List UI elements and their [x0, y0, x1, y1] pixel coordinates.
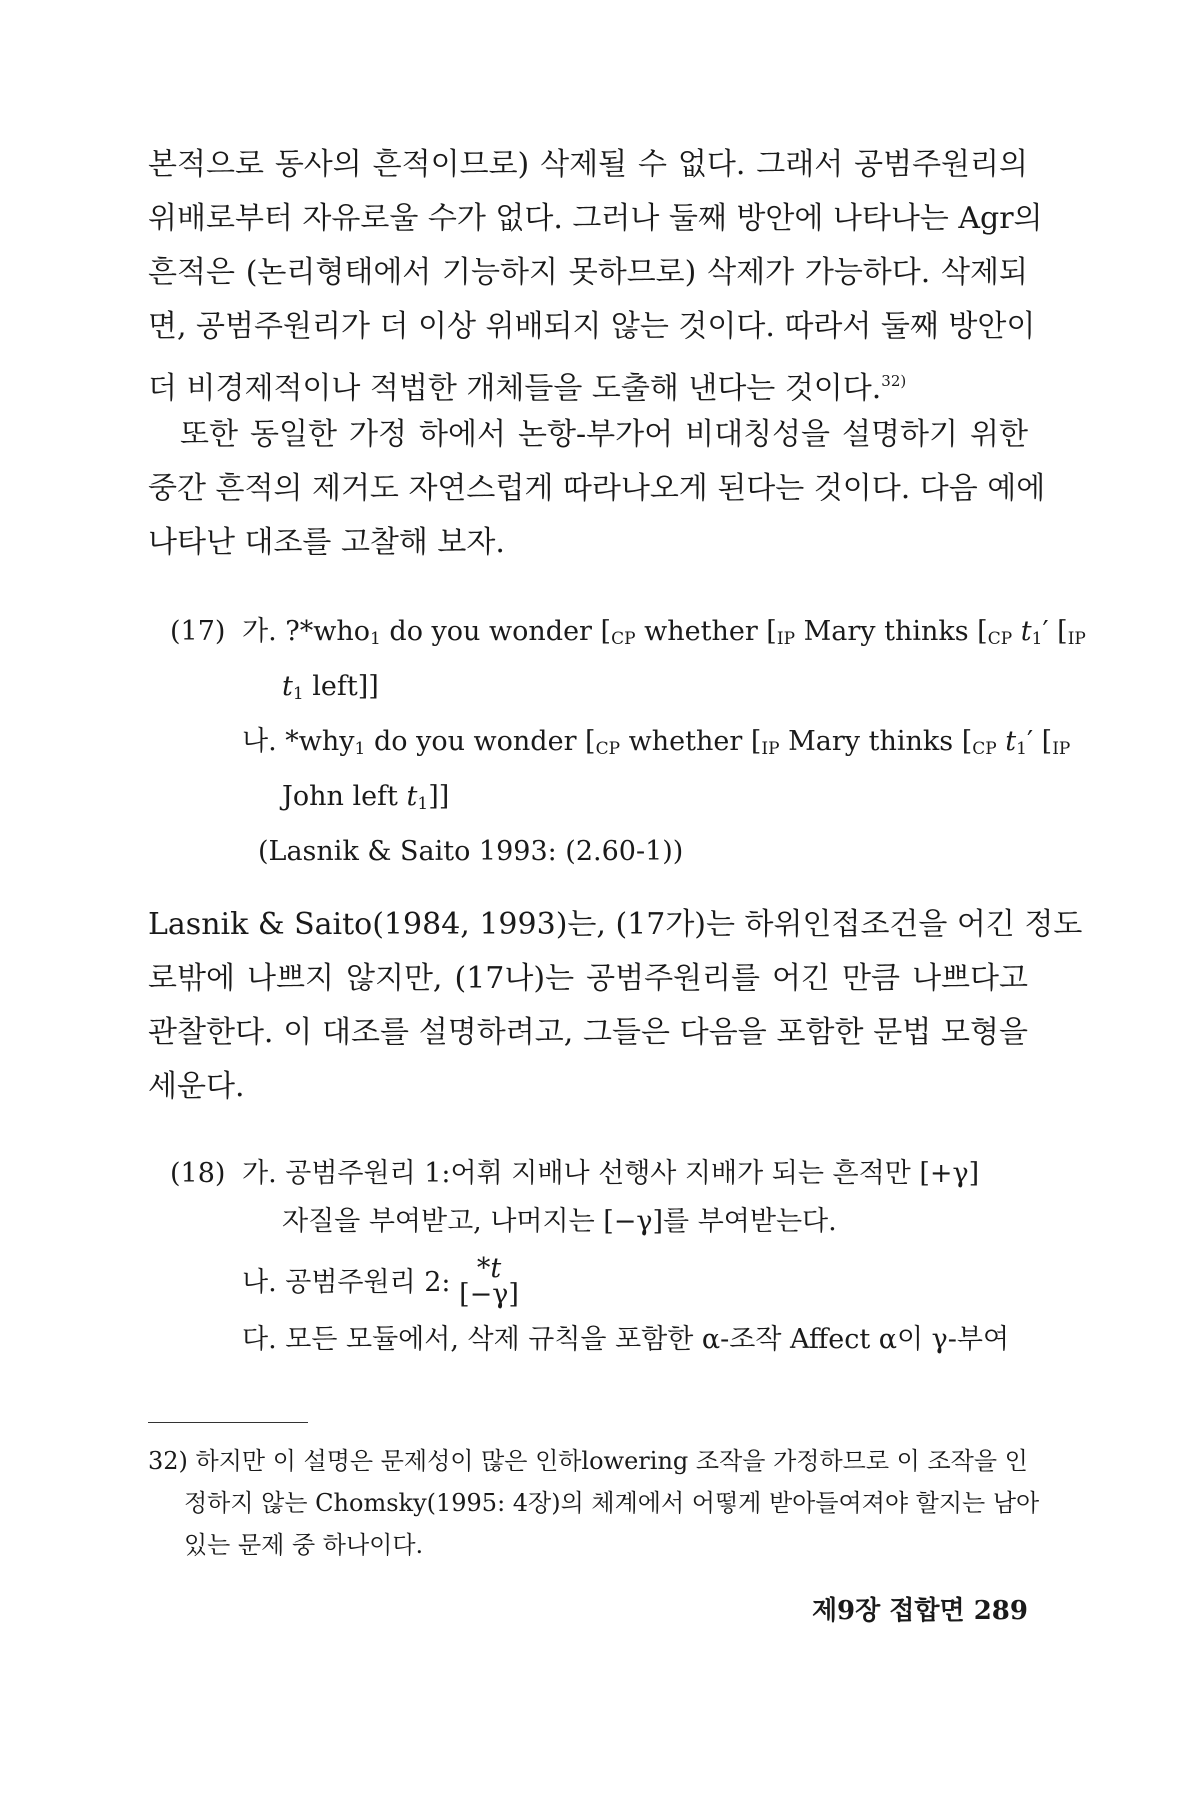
- label-subscript: CP: [595, 739, 621, 759]
- label-subscript: IP: [761, 739, 780, 759]
- example-number: (17): [170, 616, 226, 647]
- footnote-line: 있는 문제 중 하나이다.: [184, 1531, 424, 1559]
- example-17-citation: (Lasnik & Saito 1993: (2.60-1)): [258, 836, 684, 867]
- example-text: 모든 모듈에서, 삭제 규칙을 포함한 α-조작 Affect α이 γ-부여: [285, 1324, 1010, 1355]
- item-label: 가.: [242, 1158, 277, 1189]
- index-subscript: 1: [1031, 629, 1043, 649]
- feature-bracket: [−γ]: [459, 1279, 519, 1310]
- item-label: 다.: [242, 1324, 277, 1355]
- trace-symbol: t: [1020, 616, 1032, 647]
- text-line: 관찰한다. 이 대조를 설명하려고, 그들은 다음을 포함한 문법 모형을: [148, 1015, 1028, 1050]
- trace-symbol: t: [282, 671, 293, 702]
- text-line: 중간 흔적의 제거도 자연스럽게 따라나오게 된다는 것이다. 다음 예에: [148, 471, 1046, 506]
- text-line: 세운다.: [148, 1069, 245, 1104]
- example-number: (18): [170, 1158, 226, 1189]
- text-line: Lasnik & Saito(1984, 1993)는, (17가)는 하위인접조건을 어긴 정도: [148, 907, 1083, 942]
- example-text: 공범주원리 1:어휘 지배나 선행사 지배가 되는 흔적만 [+γ]: [285, 1158, 980, 1189]
- text-line: 흔적은 (논리형태에서 기능하지 못하므로) 삭제가 가능하다. 삭제되: [148, 255, 1028, 290]
- footnote-divider: [148, 1422, 308, 1423]
- example-17-na-line-2: [170, 773, 1086, 828]
- example-text: do you wonder [: [373, 726, 596, 757]
- item-label: 가.: [242, 616, 277, 647]
- example-text: ′ [: [1026, 726, 1053, 757]
- footnote-line: 정하지 않는 Chomsky(1995: 4장)의 체계에서 어떻게 받아들여져야 할지는 남아: [184, 1489, 1040, 1517]
- label-subscript: IP: [1067, 629, 1086, 649]
- example-text: ′ [: [1042, 616, 1068, 647]
- trace-feature-stack: [459, 1253, 519, 1310]
- example-text: ]]: [428, 781, 450, 812]
- label-subscript: CP: [611, 629, 636, 649]
- example-text: Mary thinks [: [803, 616, 988, 647]
- paragraph-2: [148, 408, 1046, 570]
- label-subscript: CP: [972, 739, 997, 759]
- example-17: [170, 608, 1086, 876]
- example-text: John left: [282, 781, 398, 812]
- text-line-content: 더 비경제적이나 적법한 개체들을 도출해 낸다는 것이다.: [148, 371, 882, 406]
- example-18-na-line: [170, 1253, 1009, 1310]
- footnote-line: 32) 하지만 이 설명은 문제성이 많은 인하lowering 조작을 가정하므로 이 조작을 인: [148, 1447, 1028, 1475]
- trace-symbol: *t: [476, 1253, 502, 1284]
- item-label: 나.: [242, 726, 277, 757]
- example-text: ?*who: [285, 616, 370, 647]
- label-subscript: IP: [776, 629, 796, 649]
- example-text: do you wonder [: [389, 616, 612, 647]
- trace-symbol: t: [1005, 726, 1017, 757]
- item-label: 나.: [242, 1267, 277, 1298]
- paragraph-1: [148, 138, 1043, 416]
- index-subscript: 1: [292, 684, 304, 704]
- example-text: *why: [285, 726, 355, 757]
- example-18-da-line: [170, 1316, 1009, 1364]
- example-text: left]]: [312, 671, 379, 702]
- trace-symbol: t: [406, 781, 418, 812]
- example-text: Mary thinks [: [788, 726, 973, 757]
- text-line: 나타난 대조를 고찰해 보자.: [148, 525, 505, 560]
- text-line: 위배로부터 자유로울 수가 없다. 그러나 둘째 방안에 나타나는 Agr의: [148, 201, 1043, 236]
- index-subscript: 1: [370, 629, 381, 649]
- index-subscript: 1: [1016, 739, 1027, 759]
- text-line: 본적으로 동사의 흔적이므로) 삭제될 수 없다. 그래서 공범주원리의: [148, 147, 1028, 182]
- text-line: 면, 공범주원리가 더 이상 위배되지 않는 것이다. 따라서 둘째 방안이: [148, 309, 1036, 344]
- example-17-ga-line-2: [170, 663, 1086, 718]
- footnote-reference[interactable]: 32): [881, 372, 907, 390]
- index-subscript: 1: [354, 739, 366, 759]
- text-line: 로밖에 나쁘지 않지만, (17나)는 공범주원리를 어긴 만큼 나쁘다고: [148, 961, 1028, 996]
- example-text: whether [: [644, 616, 777, 647]
- example-17-ga-line-1: [170, 608, 1086, 663]
- index-subscript: 1: [417, 794, 429, 814]
- paragraph-3: [148, 898, 1083, 1114]
- example-text: whether [: [628, 726, 762, 757]
- footnote-32: [148, 1440, 1040, 1566]
- example-17-na-line-1: [170, 718, 1086, 773]
- example-18-ga-line-2: 자질을 부여받고, 나머지는 [−γ]를 부여받는다.: [282, 1206, 837, 1237]
- example-text: 공범주원리 2:: [285, 1267, 451, 1298]
- example-18: [170, 1150, 1009, 1364]
- text-line: [148, 354, 1028, 416]
- label-subscript: IP: [1052, 739, 1071, 759]
- example-18-ga-line-1: [170, 1150, 1009, 1198]
- running-footer-page-number: 제9장 접합면 289: [811, 1596, 1028, 1626]
- text-line: 또한 동일한 가정 하에서 논항-부가어 비대칭성을 설명하기 위한: [180, 417, 1028, 452]
- label-subscript: CP: [987, 629, 1013, 649]
